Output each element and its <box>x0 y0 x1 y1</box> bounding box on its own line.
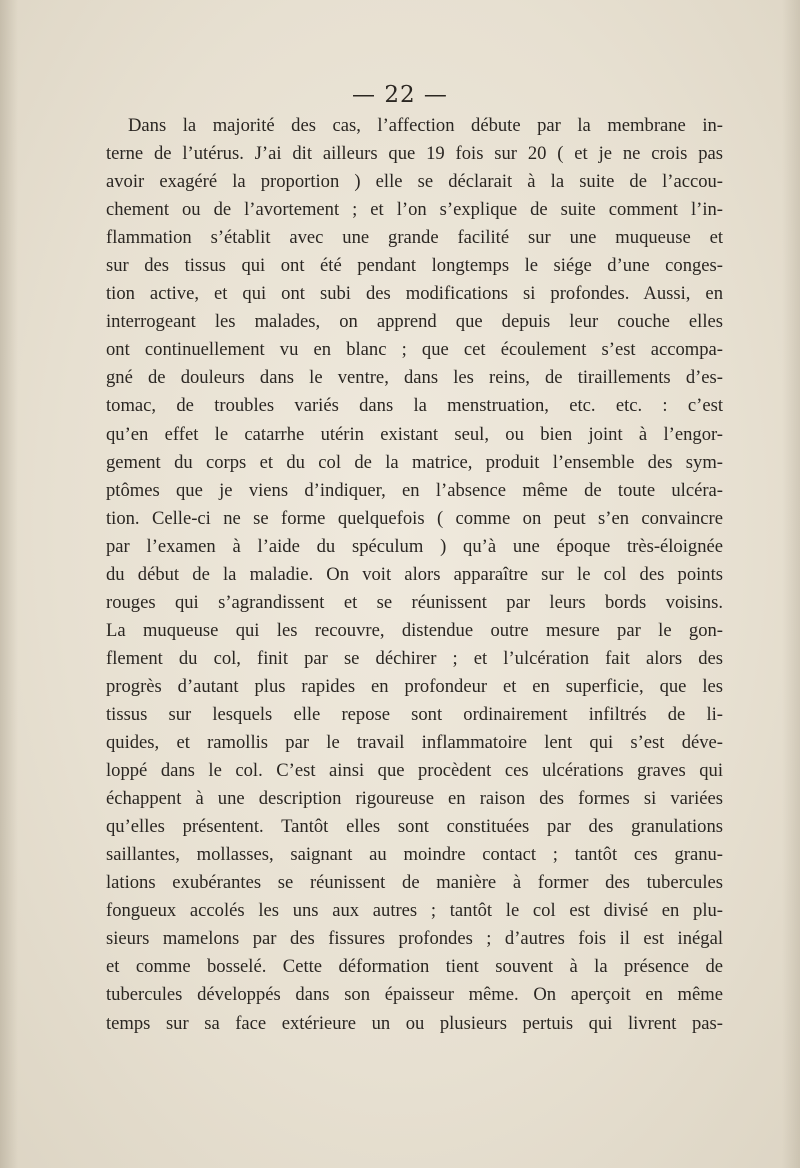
text-line: interrogeant les malades, on apprend que depuis leur couche elles <box>106 311 723 333</box>
text-line: Dans la majorité des cas, l’affection débute par la membrane in- <box>128 115 723 136</box>
text-line: rouges qui s’agrandissent et se réunissent par leurs bords voisins. <box>106 591 723 613</box>
text-line: tion. Celle-ci ne se forme quelquefois ( comme on peut s’en convaincre <box>106 507 723 529</box>
text-line: gné de douleurs dans le ventre, dans les reins, de tiraillements d’es- <box>106 367 723 389</box>
text-line: terne de l’utérus. J’ai dit ailleurs que 19 fois sur 20 ( et je ne crois pas <box>106 143 723 165</box>
text-line: temps sur sa face extérieure un ou plusieurs pertuis qui livrent pas- <box>106 1012 723 1034</box>
text-line: progrès d’autant plus rapides en profondeur et en superficie, que les <box>106 675 723 697</box>
text-line: flammation s’établit avec une grande facilité sur une muqueuse et <box>106 227 723 249</box>
page-number: — 22 — <box>352 82 448 108</box>
text-line: et comme bosselé. Cette déformation tient souvent à la présence de <box>106 956 723 978</box>
text-line: flement du col, finit par se déchirer ; et l’ulcération fait alors des <box>106 647 723 669</box>
text-line: avoir exagéré la proportion ) elle se déclarait à la suite de l’accou- <box>106 171 723 193</box>
text-line: qu’elles présentent. Tantôt elles sont constituées par des granulations <box>106 816 723 838</box>
text-line: ptômes que je viens d’indiquer, en l’absence même de toute ulcéra- <box>106 479 723 501</box>
text-line: fongueux accolés les uns aux autres ; tantôt le col est divisé en plu- <box>106 900 723 922</box>
text-line: tion active, et qui ont subi des modifications si profondes. Aussi, en <box>106 283 723 305</box>
text-line: loppé dans le col. C’est ainsi que procèdent ces ulcérations graves qui <box>106 760 723 782</box>
text-line: qu’en effet le catarrhe utérin existant seul, ou bien joint à l’engor- <box>106 423 723 445</box>
text-line: gement du corps et du col de la matrice, produit l’ensemble des sym- <box>106 451 723 473</box>
text-line: tubercules développés dans son épaisseur même. On aperçoit en même <box>106 984 723 1006</box>
text-line: ont continuellement vu en blanc ; que cet écoulement s’est accompa- <box>106 339 723 361</box>
left-page-edge-shadow <box>0 0 18 1168</box>
text-line: La muqueuse qui les recouvre, distendue outre mesure par le gon- <box>106 619 723 641</box>
text-line: chement ou de l’avortement ; et l’on s’explique de suite comment l’in- <box>106 199 723 221</box>
text-line: par l’examen à l’aide du spéculum ) qu’à une époque très-éloignée <box>106 535 723 557</box>
text-line: lations exubérantes se réunissent de manière à former des tubercules <box>106 872 723 894</box>
right-page-edge-shadow <box>782 0 800 1168</box>
text-line: tissus sur lesquels elle repose sont ordinairement infiltrés de li- <box>106 703 723 725</box>
text-line: sieurs mamelons par des fissures profondes ; d’autres fois il est inégal <box>106 928 723 950</box>
text-line: quides, et ramollis par le travail inflammatoire lent qui s’est déve- <box>106 732 723 754</box>
body-paragraph <box>106 112 723 1038</box>
text-line: tomac, de troubles variés dans la menstruation, etc. etc. : c’est <box>106 395 723 417</box>
text-line: du début de la maladie. On voit alors apparaître sur le col des points <box>106 563 723 585</box>
text-line: sur des tissus qui ont été pendant longtemps le siége d’une conges- <box>106 255 723 277</box>
text-line: saillantes, mollasses, saignant au moindre contact ; tantôt ces granu- <box>106 844 723 866</box>
text-line: échappent à une description rigoureuse en raison des formes si variées <box>106 788 723 810</box>
